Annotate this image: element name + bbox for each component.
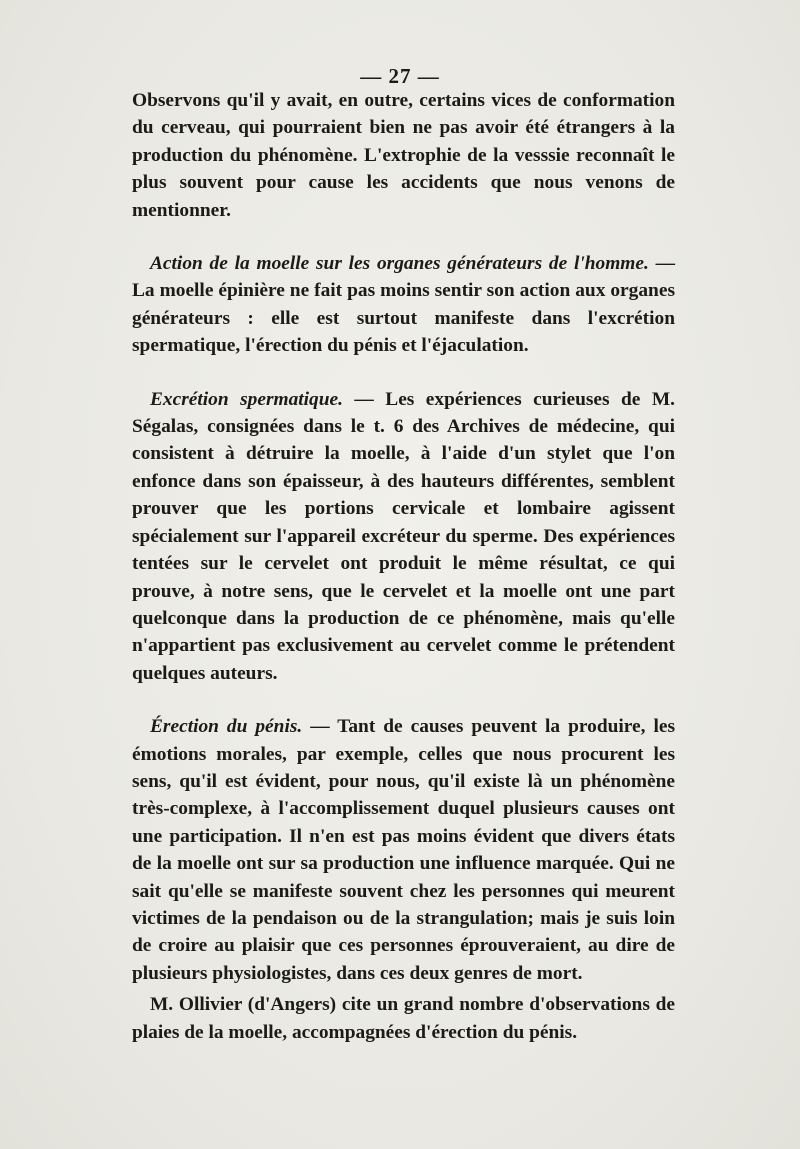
paragraph-action-moelle [132,250,675,360]
section-heading: Action de la moelle sur les organes générateurs de l'homme. [150,253,649,275]
paragraph-text: Observons qu'il y avait, en outre, certains vices de conformation du cerveau, qui pourraient bien ne pas avoir été étrangers à la production du phénomène. L'extrophie de la vesssie reconnaît le plus souvent pour cause les accidents que nous venons de mentionner. [132,90,675,221]
paragraph-text: — Tant de causes peuvent la produire, les émotions morales, par exemple, celles que nous procurent les sens, qu'il est évident, pour nous, qu'il existe là un phénomène très-complexe, à l'accomplissement duquel plusieurs causes ont une participation. Il n'en est pas moins évident que divers états de la moelle ont sur sa production une influence marquée. Qui ne sait qu'elle se manifeste souvent chez les personnes qui meurent victimes de la pendaison ou de la strangulation; mais je suis loin de croire au plaisir que ces personnes éprouveraient, au dire de plusieurs physiologistes, dans ces deux genres de mort. [132,716,675,984]
paragraph-text: — Les expériences curieuses de M. Ségalas, consignées dans le t. 6 des Archives de médecine, qui consistent à détruire la moelle, à l'aide d'un stylet que l'on enfonce dans son épaisseur, à des hauteurs différentes, semblent prouver que les portions cervicale et lombaire agissent spécialement sur l'appareil excréteur du sperme. Des expériences tentées sur le cervelet ont produit le même résultat, ce qui prouve, à notre sens, que le cervelet et la moelle ont une part quelconque dans la production de ce phénomène, mais qu'elle n'appartient pas exclusivement au cervelet comme le prétendent quelques auteurs. [132,388,675,684]
section-heading: Érection du pénis. [150,716,303,738]
section-heading: Excrétion spermatique. [150,388,343,410]
paragraph-text: — La moelle épinière ne fait pas moins sentir son action aux organes générateurs : elle est surtout manifeste dans l'excrétion spermatique, l'érection du pénis et l'éjaculation. [132,253,675,357]
paragraph-excretion [132,386,675,687]
page-number: — 27 — [360,64,440,88]
paragraph-erection [132,713,675,987]
paragraph-text: M. Ollivier (d'Angers) cite un grand nombre d'observations de plaies de la moelle, accompagnées d'érection du pénis. [132,994,675,1043]
paragraph-intro [132,87,675,224]
text-body [132,87,675,1046]
paragraph-ollivier [132,991,675,1046]
